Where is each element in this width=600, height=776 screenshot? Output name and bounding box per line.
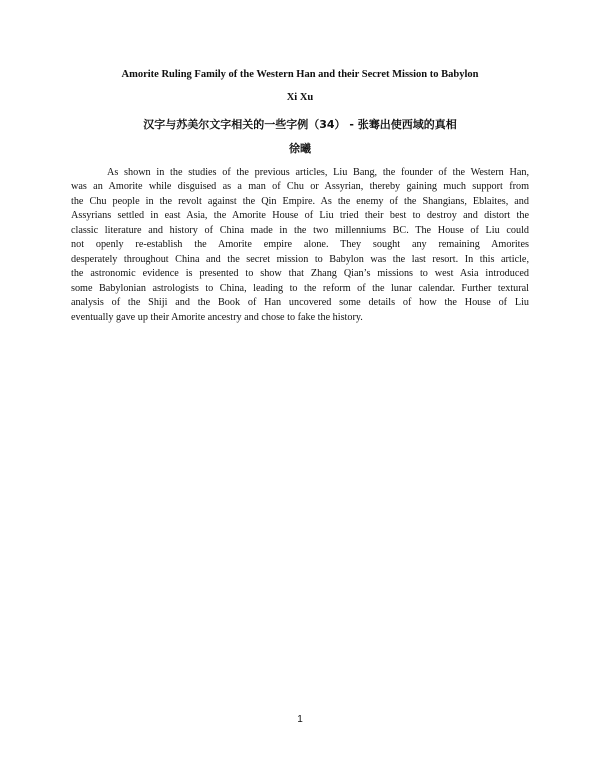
- abstract-line: eventually gave up their Amorite ancestry and chose to fake the history.: [71, 311, 363, 323]
- abstract-line: As shown in the studies of the previous articles, Liu Bang, the founder of the Western Han,: [107, 167, 529, 178]
- page-number: 1: [297, 714, 303, 725]
- abstract-line: analysis of the Shiji and the Book of Han uncovered some details of how the House of Liu: [71, 297, 529, 309]
- abstract-line: the Chu people in the revolt against the Qin Empire. As the enemy of the Shangians, Eblaites, and: [71, 195, 529, 207]
- chinese-author-name: 徐曦: [289, 142, 311, 155]
- abstract-line: was an Amorite while disguised as a man of Chu or Assyrian, thereby gaining much support from: [71, 181, 529, 193]
- author-name: Xi Xu: [286, 92, 314, 103]
- abstract-line: the astronomic evidence is presented to show that Zhang Qian’s missions to west Asia introduced: [71, 268, 529, 280]
- abstract-line: classic literature and history of China made in the two millenniums BC. The House of Liu could: [71, 224, 529, 236]
- chinese-title: 汉字与苏美尔文字相关的一些字例（34） - 张骞出使西域的真相: [143, 118, 457, 131]
- abstract-line: Assyrians settled in east Asia, the Amorite House of Liu tried their best to destroy and distort the: [71, 210, 529, 222]
- abstract-line: some Babylonian astrologists to China, leading to the reform of the lunar calendar. Further textural: [71, 282, 529, 294]
- paper-title: Amorite Ruling Family of the Western Han and their Secret Mission to Babylon: [121, 69, 479, 80]
- abstract-paragraph: [71, 166, 529, 325]
- abstract-line: not openly re-establish the Amorite empire alone. They sought any remaining Amorites: [71, 239, 529, 251]
- abstract-line: desperately throughout China and the secret mission to Babylon was the last resort. In this article,: [71, 253, 529, 265]
